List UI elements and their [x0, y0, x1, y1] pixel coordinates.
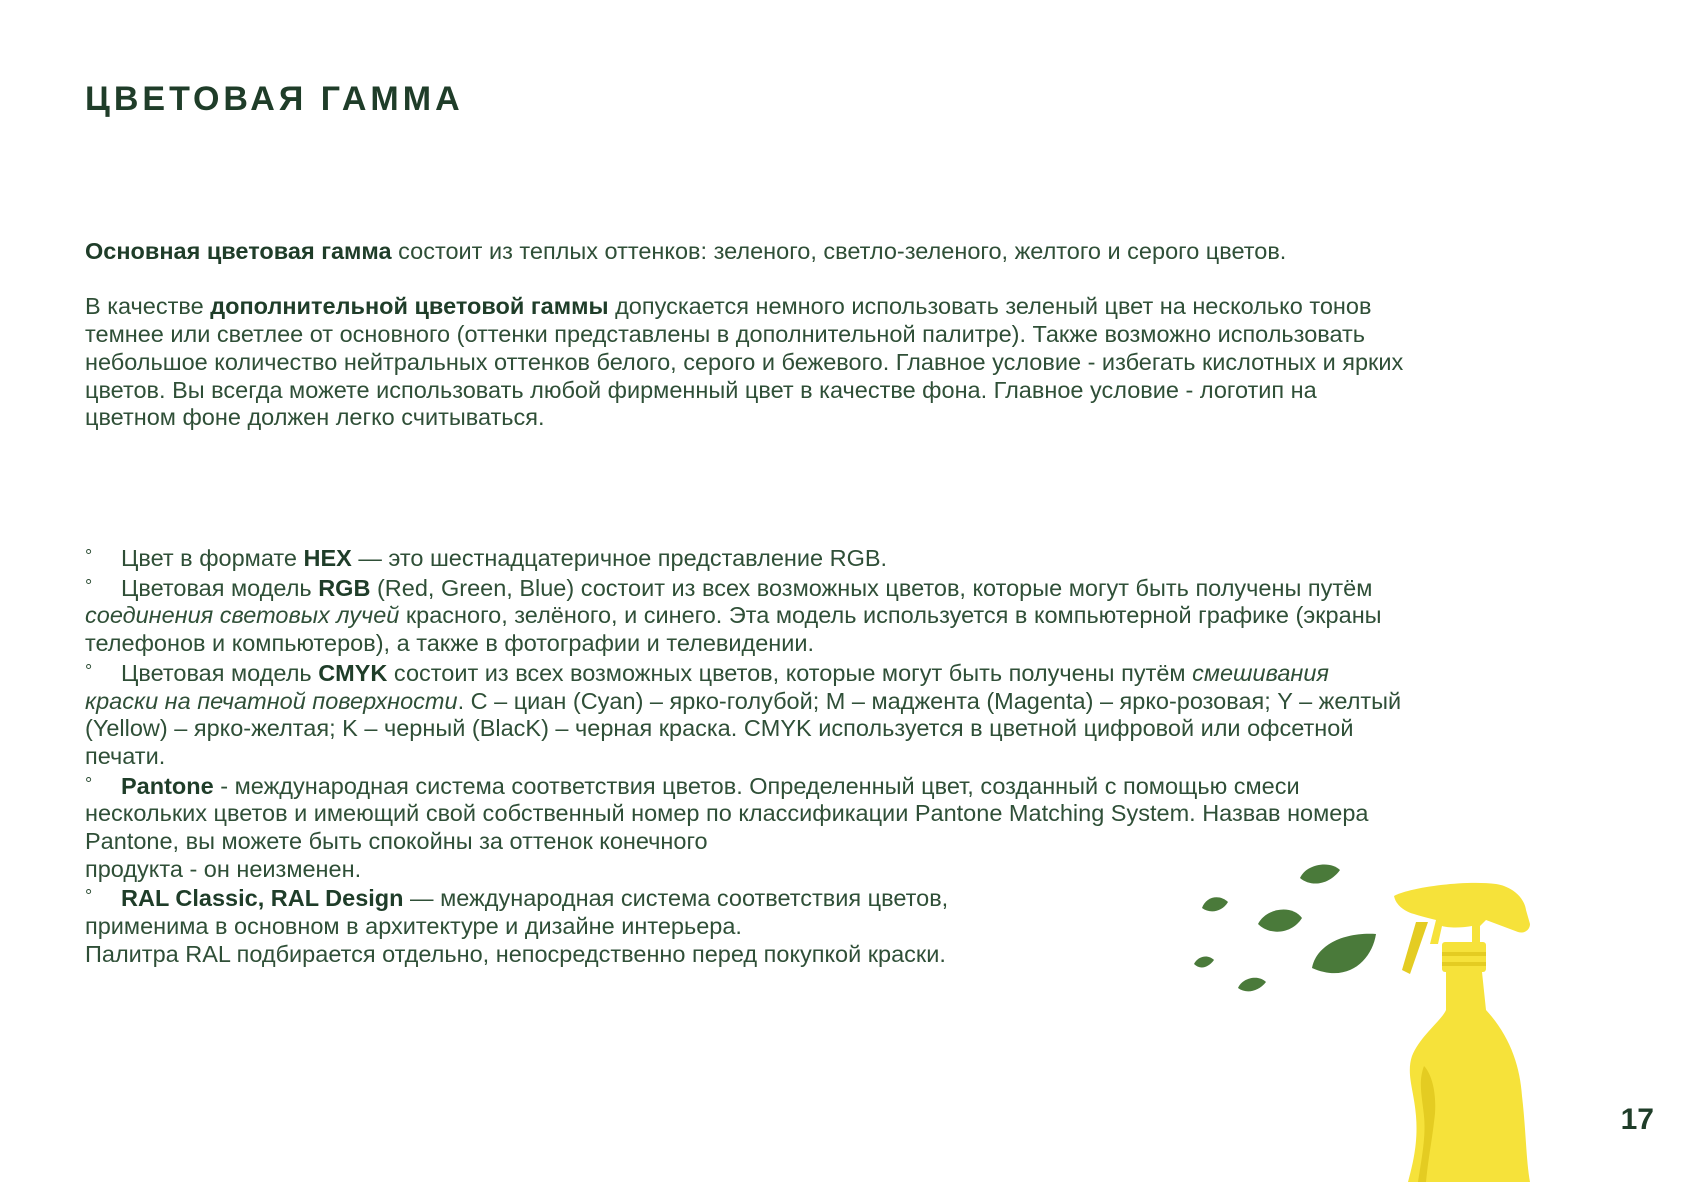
ral-usage-line: применима в основном в архитектуре и дизайне интерьера. [85, 913, 742, 940]
hex-term: HEX [303, 545, 352, 571]
hex-text: — это шестнадцатеричное представление RGB. [351, 545, 888, 571]
cmyk-term: CMYK [318, 659, 388, 686]
secondary-palette-term: дополнительной цветовой гаммы [210, 293, 609, 320]
bullet-icon: ° [85, 660, 93, 681]
ral-text: — международная система соответствия цветов, [403, 885, 949, 912]
rgb-term: RGB [318, 574, 371, 601]
leaf-icon [1312, 934, 1376, 973]
cmyk-text: состоит из всех возможных цветов, которые могут быть получены путём [387, 659, 1193, 686]
intro-section [85, 238, 1405, 432]
bullet-icon: ° [85, 773, 93, 794]
list-item-rgb [85, 573, 1405, 658]
rgb-text: (Red, Green, Blue) состоит из всех возможных цветов, которые могут быть получены путём [370, 574, 1373, 601]
bullet-icon: ° [85, 575, 93, 596]
hex-lead: Цвет в формате [121, 545, 304, 571]
bullet-icon: ° [85, 886, 93, 907]
cmyk-lead: Цветовая модель [121, 659, 319, 686]
list-item-hex [85, 543, 1405, 573]
pantone-term: Pantone [121, 772, 214, 799]
leaf-icon [1194, 957, 1214, 968]
cmyk-emphasis: смешивания краски на печатной поверхности [85, 659, 1329, 714]
rgb-emphasis: соединения световых лучей [85, 602, 400, 629]
ral-term: RAL Classic, RAL Design [121, 885, 404, 912]
list-item-pantone [85, 771, 1405, 856]
secondary-palette-paragraph [85, 293, 1405, 432]
primary-palette-term: Основная цветовая гамма [85, 238, 392, 264]
primary-palette-text: состоит из теплых оттенков: зеленого, светло-зеленого, желтого и серого цветов. [391, 238, 1287, 264]
ral-palette-note: Палитра RAL подбирается отдельно, непосредственно перед покупкой краски. [85, 940, 946, 967]
leaf-icon [1202, 897, 1228, 911]
rgb-lead: Цветовая модель [121, 574, 319, 601]
bullet-icon: ° [85, 546, 93, 566]
rgb-text-end: красного, зелёного, и синего. Эта модель используется в компьютерной графике (экраны телефонов и компьютеров), а также в фотографии и телевидении. [85, 602, 1382, 657]
page-number: 17 [1620, 1103, 1654, 1136]
leaf-icon [1258, 909, 1302, 931]
list-item-cmyk [85, 658, 1405, 771]
page-title: ЦВЕТОВАЯ ГАММА [85, 80, 464, 118]
leaf-icon [1300, 864, 1340, 883]
pantone-text: - международная система соответствия цветов. Определенный цвет, созданный с помощью смеси нескольких цветов и имеющий свой собственный номер по классификации Pantone Matching System. Назвав номера Pantone, вы можете быть спокойны за оттенок конечного [85, 772, 1369, 855]
cmyk-text-end: . C – циан (Cyan) – ярко-голубой; M – маджента (Magenta) – ярко-розовая; Y – желтый (Yellow) – ярко-желтая; K – черный (BlacK) – черная краска. CMYK используется в цветной цифровой или офсетной печати. [85, 687, 1402, 769]
pantone-text-continued: продукта - он неизменен. [85, 855, 362, 882]
secondary-palette-lead: В качестве [85, 293, 211, 320]
bottle-icon [1394, 883, 1530, 1182]
primary-palette-paragraph [85, 238, 1405, 266]
leaf-icon [1238, 978, 1266, 992]
spray-bottle-with-leaves-icon [1180, 860, 1580, 1182]
secondary-palette-text: допускается немного использовать зеленый цвет на несколько тонов темнее или светлее от основного (оттенки представлены в дополнительной палитре). Также возможно использовать небольшое количество нейтральных оттенков белого, серого и бежевого. Главное условие - избегать кислотных и ярких цветов. Вы всегда можете использовать любой фирменный цвет в качестве фона. Главное условие - логотип на цветном фоне должен легко считываться. [85, 293, 1404, 431]
